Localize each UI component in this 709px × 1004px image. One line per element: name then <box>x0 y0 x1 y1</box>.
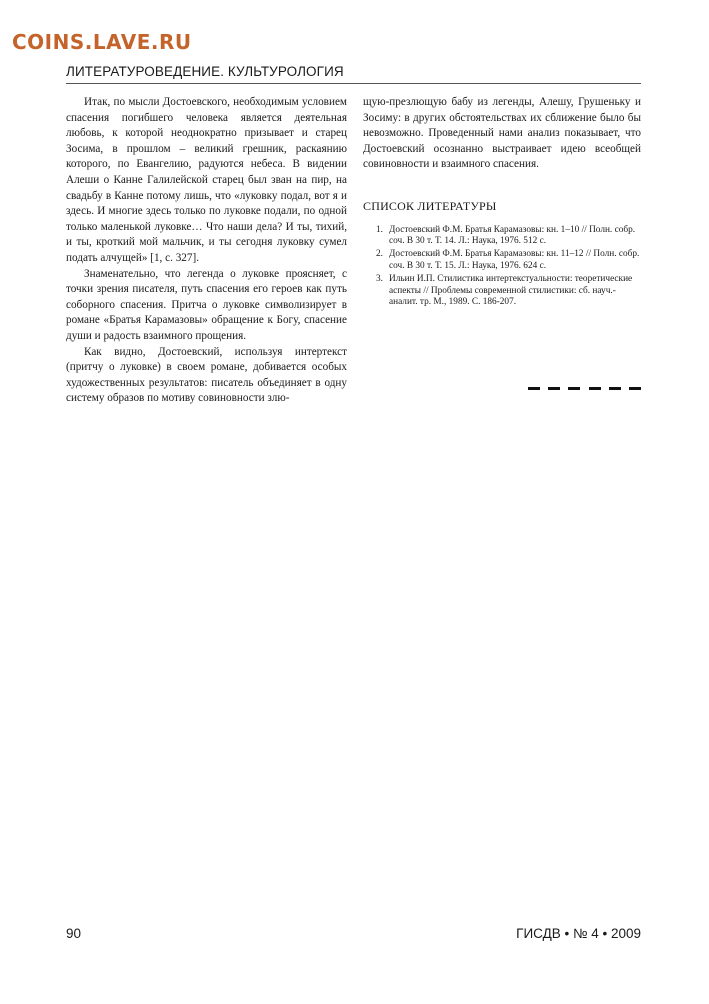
reference-text: Ильин И.П. Стилистика интертекстуальности: теоретические аспекты // Проблемы современной стилистики: сб. науч.-аналит. тр. М., 1989. С. 186-207. <box>389 273 633 308</box>
section-header: ЛИТЕРАТУРОВЕДЕНИЕ. КУЛЬТУРОЛОГИЯ <box>66 64 344 79</box>
reference-number: 1. <box>376 224 383 235</box>
reference-number: 2. <box>376 249 383 260</box>
reference-text: Достоевский Ф.М. Братья Карамазовы: кн. 1–10 // Полн. собр. соч. В 30 т. Т. 14. Л.: Наука, 1976. 512 с. <box>389 224 636 247</box>
references-list <box>363 225 641 310</box>
site-watermark: COINS.LAVE.RU <box>12 30 192 54</box>
paragraph: Итак, по мысли Достоевского, необходимым условием спасения погибшего человека является деятельная любовь, к которой неоднократно призывает и старец Зосима, в прошлом – великий грешник, раскаянию которого, по Евангелию, радуются небеса. В видении Алеши о Канне Галилейской старец был зван на пир, на свадьбу в Канне потому лишь, что «луковку подал, вот я и здесь. И многие здесь только по луковке подали, по одной только маленькой луковке… Что наши дела? И ты, тихий, и ты, кроткий мой мальчик, и ты сегодня луковку сумел подать алчущей» [1, с. 327]. <box>66 96 347 264</box>
dash <box>609 387 621 390</box>
references-heading: СПИСОК ЛИТЕРАТУРЫ <box>363 198 497 213</box>
page-number: 90 <box>66 926 82 941</box>
reference-item <box>363 274 641 309</box>
header-rule <box>66 83 641 84</box>
reference-number: 3. <box>376 273 383 284</box>
end-of-article-marker <box>528 387 641 391</box>
right-column <box>363 95 641 310</box>
reference-item <box>363 249 641 273</box>
journal-info: ГИСДВ • № 4 • 2009 <box>516 926 641 941</box>
paragraph-continued: щую-презлющую бабу из легенды, Алешу, Грушеньку и Зосиму: в других обстоятельствах их сближение было бы невозможно. Проведенный нами анализ показывает, что Достоевский осознанно выстраивает идею всеобщей совиновности и взаимного спасения. <box>363 96 641 171</box>
reference-text: Достоевский Ф.М. Братья Карамазовы: кн. 11–12 // Полн. собр. соч. В 30 т. Т. 15. Л.: Наука, 1976. 624 с. <box>389 249 640 271</box>
paragraph: Как видно, Достоевский, используя интертекст (притчу о луковке) в своем романе, добивается особых художественных результатов: писатель объединяет в одну систему образов по мотиву совиновности злю- <box>66 345 347 405</box>
left-column <box>66 95 347 407</box>
dash <box>528 387 540 390</box>
reference-item <box>363 225 641 249</box>
dash <box>568 387 580 390</box>
dash <box>629 387 641 390</box>
dash <box>548 387 560 390</box>
paragraph: Знаменательно, что легенда о луковке проясняет, с точки зрения писателя, путь спасения его героев как путь соборного спасения. Притча о луковке символизирует в романе «Братья Карамазовы» обращение к Богу, спасение души и радость взаимного прощения. <box>66 267 347 342</box>
dash <box>589 387 601 390</box>
